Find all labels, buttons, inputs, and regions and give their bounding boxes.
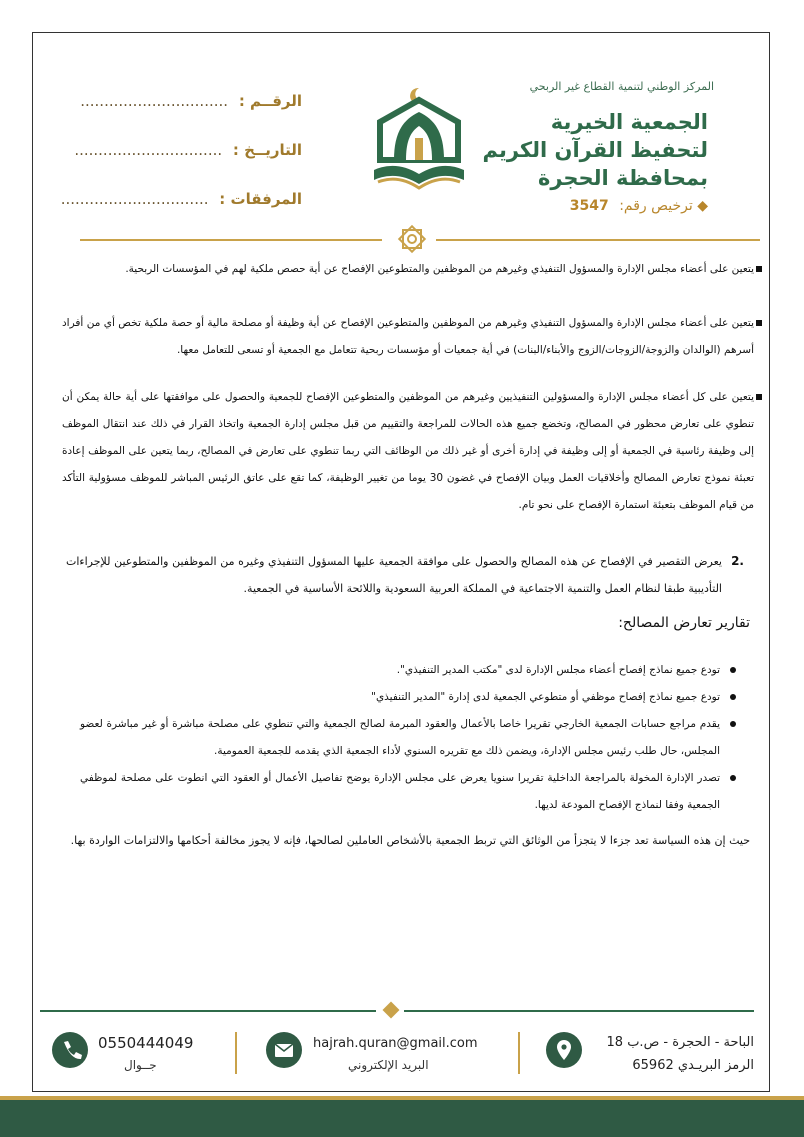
item-number: 2. — [731, 554, 744, 568]
footer-line-right — [404, 1010, 754, 1012]
org-name — [478, 108, 708, 192]
center-name: المركز الوطني لتنمية القطاع غير الربحي — [529, 80, 714, 93]
number-label: الرقــم : — [238, 92, 302, 110]
number-dots: ............................... — [80, 92, 229, 110]
phone-icon — [52, 1032, 88, 1068]
square-bullet-icon — [756, 320, 762, 326]
list-item: يقدم مراجع حسابات الجمعية الخارجي تقريرا خاصا بالأعمال والعقود المبرمة لصالح الجمعية والتي تنطوي على مصلحة مباشرة أو غير مباشرة لعضو المجلس، حال طلب رئيس مجلس الإدارة، ويضمن ذلك مع تقريره السنوي لأداء الجمعية الذي يقدمه للجمعية العمومية. — [80, 711, 740, 765]
date-label: التاريــخ : — [232, 141, 302, 159]
phone-number[interactable]: 0550444049 — [98, 1034, 194, 1052]
license-diamond-icon: ◆ — [692, 198, 708, 214]
address-line2: الرمز البريـدي 65962 — [632, 1058, 754, 1073]
org-name-line1: الجمعية الخيرية — [550, 110, 708, 134]
footer-separator — [518, 1032, 520, 1074]
attachments-label: المرفقات : — [219, 190, 302, 208]
footer-separator — [235, 1032, 237, 1074]
license — [570, 198, 708, 214]
dot-bullet-icon — [730, 775, 736, 781]
list-item: تودع جميع نماذج إفصاح أعضاء مجلس الإدارة لدى "مكتب المدير التنفيذي". — [80, 657, 740, 684]
org-name-line2: لتحفيظ القرآن الكريم — [482, 138, 708, 162]
number-row — [80, 92, 302, 110]
location-icon — [546, 1032, 582, 1068]
list-item: تودع جميع نماذج إفصاح موظفي أو متطوعي الجمعية لدى إدارة "المدير التنفيذي" — [80, 684, 740, 711]
dot-bullet-icon — [730, 721, 736, 727]
address-line1: الباحة - الحجرة - ص.ب 18 — [606, 1035, 754, 1050]
dot-bullet-icon — [730, 694, 736, 700]
bullet-item: يتعين على أعضاء مجلس الإدارة والمسؤول التنفيذي وغيرهم من الموظفين والمتطوعين الإفصاح عن أية وظيفة أو مصلحة مالية أو حصة ملكية تخص أي من أفراد أسرهم (الوالدان والزوجة/الزوجات/الزوج والأبناء/البنات) في أية جمعيات أو مؤسسات ربحية تتعامل مع الجمعية أو تسعى للتعامل معها. — [62, 310, 754, 364]
dot-bullet-icon — [730, 667, 736, 673]
phone-label: جــوال — [124, 1058, 157, 1072]
email-label: البريد الإلكتروني — [348, 1058, 429, 1072]
star-ornament — [396, 223, 428, 255]
bottom-green-band — [0, 1100, 804, 1137]
mail-icon — [266, 1032, 302, 1068]
date-dots: ............................... — [74, 141, 223, 159]
org-name-line3: بمحافظة الحجرة — [537, 166, 708, 190]
square-bullet-icon — [756, 266, 762, 272]
bullet-item: يتعين على كل أعضاء مجلس الإدارة والمسؤولين التنفيذيين وغيرهم من الموظفين والمتطوعين الإفصاح للجمعية والحصول على موافقتها على أية حالة يمكن أن تنطوي على تعارض محظور في المصالح، وتخضع جميع هذه الحالات للمراجعة والتقييم من قبل مجلس إدارة الجمعية واتخاذ القرار في ذلك عند انتقال الموظف إلى وظيفة رئاسية في الجمعية أو إلى وظيفة في إدارة أخرى أو غير ذلك من الوظائف التي ربما تنطوي على تعارض في المصالح، ربما يتعين على الموظف إعادة تعبئة نموذج تعارض المصالح وأخلاقيات العمل وبيان الإفصاح في غضون 30 يوما من تغيير الوظيفة، كما تقع على عاتق الرئيس المباشر للموظف مسؤولية التأكد من قيام الموظف بتعبئة استمارة الإفصاح على نحو تام. — [62, 384, 754, 519]
license-label: ترخيص رقم: — [619, 198, 693, 214]
date-row — [74, 141, 302, 159]
header-divider-right — [436, 239, 760, 241]
email-address[interactable]: hajrah.quran@gmail.com — [313, 1036, 478, 1051]
numbered-item: 2. يعرض التقصير في الإفصاح عن هذه المصالح والحصول على موافقة الجمعية عليها المسؤول التنفيذي وغيره من الموظفين والمتطوعين للإجراءات التأديبية طبقا لنظام العمل والتنمية الاجتماعية في المملكة العربية السعودية واللائحة الأساسية في الجمعية. — [66, 548, 722, 602]
bullet-item: يتعين على أعضاء مجلس الإدارة والمسؤول التنفيذي وغيرهم من الموظفين والمتطوعين الإفصاح عن أية حصص ملكية لهم في المؤسسات الربحية. — [62, 256, 754, 283]
list-item: تصدر الإدارة المخولة بالمراجعة الداخلية تقريرا سنويا يعرض على مجلس الإدارة يوضح تفاصيل الأعمال أو العقود التي انطوت على مصلحة لموظفي الجمعية وفقا لنماذج الإفصاح المودعة لديها. — [80, 765, 740, 819]
footer-line-left — [40, 1010, 376, 1012]
attachments-dots: ............................... — [60, 190, 209, 208]
square-bullet-icon — [756, 394, 762, 400]
license-number: 3547 — [569, 198, 609, 214]
attachments-row — [60, 190, 302, 208]
mosque-logo — [364, 82, 474, 200]
reports-list — [80, 657, 740, 819]
section-title: تقارير تعارض المصالح: — [618, 615, 750, 631]
closing-paragraph: حيث إن هذه السياسة تعد جزءا لا يتجزأ من الوثائق التي تربط الجمعية بالأشخاص العاملين لصالحها، فإنه لا يجوز مخالفة أحكامها والالتزامات الواردة بها. — [70, 834, 750, 847]
header-divider-left — [80, 239, 382, 241]
